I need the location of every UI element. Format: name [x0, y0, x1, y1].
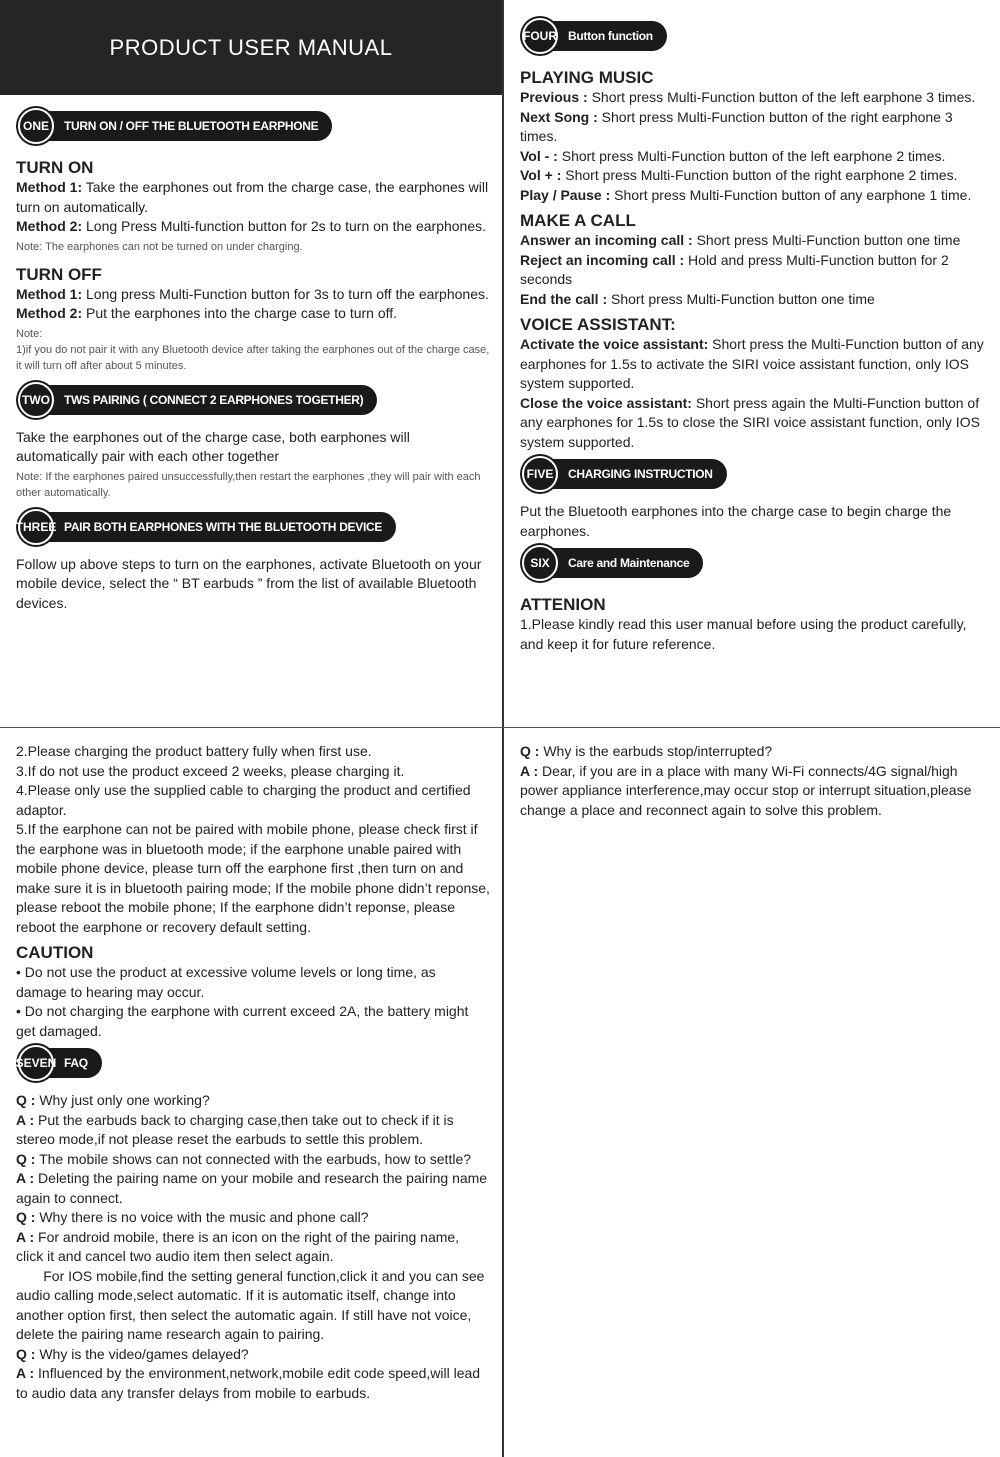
text-line — [16, 1150, 490, 1170]
line-text: For IOS mobile,find the setting general function,click it and you can see audio calling mode,select automatic. If it is automatic itself, change into another option first, then select the automatic again. If still have not voice, delete the pairing name research again to pairing. — [16, 1267, 485, 1342]
line-text: 3.If do not use the product exceed 2 weeks, please charging it. — [16, 762, 405, 779]
text-line — [520, 231, 988, 251]
line-label: Close the voice assistant: — [520, 394, 692, 411]
section-heading: ATTENION — [520, 595, 606, 614]
text-line — [16, 1091, 490, 1111]
line-label: Reject an incoming call : — [520, 251, 685, 268]
line-label: Play / Pause : — [520, 186, 611, 203]
line-label: Method 2: — [16, 305, 83, 321]
text-line — [16, 1345, 490, 1365]
line-text: Take the earphones out from the charge case, the earphones will turn on automatically. — [16, 179, 489, 215]
text-line — [16, 428, 490, 467]
paragraph — [16, 963, 490, 1041]
text-line — [16, 1169, 490, 1208]
text-line — [520, 290, 988, 310]
section-heading: CAUTION — [16, 943, 94, 962]
line-label: Q : — [520, 743, 540, 759]
line-label: Vol + : — [520, 167, 562, 183]
note-text — [16, 326, 490, 374]
section-heading: VOICE ASSISTANT: — [520, 315, 676, 334]
line-text: The mobile shows can not connected with the earbuds, how to settle? — [35, 1150, 472, 1167]
line-text: Influenced by the environment,network,mobile edit code speed,will lead to audio data any transfer delays from mobile to earbuds. — [16, 1365, 481, 1401]
section-label: TURN ON / OFF THE BLUETOOTH EARPHONE — [40, 111, 332, 141]
line-label: A : — [16, 1365, 35, 1381]
line-text: Why just only one working? — [35, 1092, 210, 1108]
line-text: Why is the video/games delayed? — [35, 1345, 249, 1362]
text-line — [520, 186, 988, 206]
section-badge — [15, 509, 396, 545]
line-text: Short press Multi-Function button of the right earphone 3 times. — [520, 108, 953, 144]
text-line — [520, 88, 988, 108]
note-line: Note: — [16, 327, 43, 340]
line-text: Dear, if you are in a place with many Wi-Fi connects/4G signal/high power appliance interference,may occur stop or interrupt situation,please change a place and reconnect again to solve this problem. — [520, 762, 972, 818]
paragraph — [520, 88, 988, 205]
paragraph — [520, 335, 988, 452]
line-text: For android mobile, there is an icon on the right of the pairing name, click it and cancel two audio item then select again. — [16, 1228, 460, 1264]
line-text: Short press Multi-Function button of the left earphone 3 times. — [587, 89, 976, 105]
line-text: Long press Multi-Function button for 3s to turn off the earphones. — [82, 285, 489, 302]
section-label: Button function — [544, 21, 667, 51]
line-label: Q : — [16, 1150, 36, 1167]
line-text: Long Press Multi-function button for 2s to turn on the earphones. — [82, 218, 487, 234]
line-label: Q : — [16, 1092, 36, 1108]
line-label: A : — [16, 1228, 35, 1245]
line-label: A : — [16, 1170, 35, 1186]
text-line — [16, 1364, 490, 1403]
section-heading: MAKE A CALL — [520, 211, 636, 230]
section-heading: TURN ON — [16, 158, 94, 177]
text-line — [16, 555, 490, 614]
section-number-icon: THREE — [18, 509, 54, 545]
text-line — [16, 1208, 490, 1228]
text-line — [520, 335, 988, 394]
section-number-icon: ONE — [18, 108, 54, 144]
line-text: 4.Please only use the supplied cable to charging the product and certified adaptor. — [16, 782, 471, 818]
text-line — [16, 1267, 490, 1345]
section-number-icon: FIVE — [522, 456, 558, 492]
line-text: 5.If the earphone can not be paired with mobile phone, please check first if the earphone was in bluetooth mode; if the earphone unable paired with mobile phone device, please turn off the earphone first ,then turn on and make sure it is in bluetooth pairing mode; If the mobile phone didn’t reponse, please reboot the mobile phone; If the earphone didn’t reponse, please reboot the earphone or recovery default setting. — [16, 821, 490, 935]
text-line — [520, 502, 988, 541]
text-line — [520, 251, 988, 290]
section-label: FAQ — [40, 1048, 102, 1078]
text-line — [16, 178, 490, 217]
manual-title: PRODUCT USER MANUAL — [109, 34, 393, 60]
line-text: Take the earphones out of the charge case, both earphones will automatically pair with each other together — [16, 428, 410, 464]
bottom-left-column — [16, 742, 490, 1403]
text-line — [520, 615, 988, 654]
paragraph — [520, 615, 988, 654]
line-text: Short press again the Multi-Function button of any earphones for 1.5s to close the SIRI voice assistant function, only IOS system supported. — [520, 394, 980, 450]
column-divider — [502, 0, 504, 1457]
row-divider — [0, 727, 1000, 728]
text-line — [520, 762, 988, 821]
paragraph — [520, 742, 988, 820]
bottom-right-column — [520, 742, 988, 820]
paragraph — [520, 231, 988, 309]
text-line — [16, 1111, 490, 1150]
section-label: Care and Maintenance — [544, 548, 703, 578]
top-right-column — [520, 14, 988, 654]
line-label: Activate the voice assistant: — [520, 336, 709, 352]
line-text: Deleting the pairing name on your mobile and research the pairing name again to connect. — [16, 1170, 488, 1206]
note-text — [16, 239, 490, 255]
line-text: Short press Multi-Function button one time — [607, 290, 875, 307]
note-line: 1)if you do not pair it with any Bluetooth device after taking the earphones out of the charge case, it will turn off after about 5 minutes. — [16, 343, 490, 372]
text-line — [16, 742, 490, 762]
section-badge — [522, 456, 727, 492]
line-text: • Do not charging the earphone with current exceed 2A, the battery might get damaged. — [16, 1003, 469, 1039]
paragraph — [16, 178, 490, 237]
line-label: Previous : — [520, 89, 588, 105]
line-text: 1.Please kindly read this user manual before using the product carefully, and keep it for future reference. — [520, 616, 967, 652]
paragraph — [16, 285, 490, 324]
section-badge — [15, 1045, 102, 1081]
line-text: • Do not use the product at excessive volume levels or long time, as damage to hearing may occur. — [16, 964, 436, 1000]
line-label: Method 1: — [16, 285, 83, 302]
text-line — [520, 166, 988, 186]
line-text: Short press Multi-Function button one time — [692, 232, 961, 248]
line-label: Q : — [16, 1345, 36, 1362]
text-line — [16, 781, 490, 820]
section-number-icon: TWO — [18, 382, 54, 418]
line-text: Why there is no voice with the music and phone call? — [35, 1209, 369, 1225]
text-line — [16, 963, 490, 1002]
line-text: Short press the Multi-Function button of any earphones for 1.5s to activate the SIRI voice assistant function, only IOS system supported. — [520, 336, 984, 391]
section-number-icon: SIX — [522, 545, 558, 581]
paragraph — [16, 1091, 490, 1403]
section-heading: PLAYING MUSIC — [520, 68, 654, 87]
line-label: Next Song : — [520, 108, 598, 125]
text-line — [520, 147, 988, 167]
text-line — [16, 304, 490, 324]
line-text: Put the Bluetooth earphones into the charge case to begin charge the earphones. — [520, 503, 952, 539]
section-badge — [522, 545, 703, 581]
text-line — [520, 394, 988, 453]
line-label: Method 1: — [16, 179, 83, 195]
text-line — [520, 742, 988, 762]
section-heading: TURN OFF — [16, 264, 102, 284]
top-left-column — [16, 104, 490, 613]
line-text: Put the earbuds back to charging case,then take out to check if it is stereo mode,if not please reset the earbuds to settle this problem. — [16, 1111, 454, 1147]
note-line: Note: If the earphones paired unsuccessfully,then restart the earphones ,they will pair with each other automatically. — [16, 470, 481, 499]
line-text: Short press Multi-Function button of any earphone 1 time. — [610, 186, 972, 203]
text-line — [16, 820, 490, 937]
section-badge — [522, 18, 667, 54]
paragraph — [16, 555, 490, 614]
line-label: Answer an incoming call : — [520, 232, 693, 248]
section-label: PAIR BOTH EARPHONES WITH THE BLUETOOTH DEVICE — [40, 512, 396, 542]
text-line — [16, 1002, 490, 1041]
section-badge — [18, 382, 377, 418]
text-line — [16, 217, 490, 237]
text-line — [16, 1228, 490, 1267]
line-label: Q : — [16, 1209, 36, 1225]
line-text: Short press Multi-Function button of the left earphone 2 times. — [557, 147, 946, 164]
section-label: TWS PAIRING ( CONNECT 2 EARPHONES TOGETHER) — [40, 385, 377, 415]
line-text: Why is the earbuds stop/interrupted? — [539, 743, 773, 759]
text-line — [16, 762, 490, 782]
text-line — [520, 108, 988, 147]
section-number-icon: SEVEN — [18, 1045, 54, 1081]
paragraph — [520, 502, 988, 541]
note-text — [16, 469, 490, 501]
line-text: Hold and press Multi-Function button for 2 seconds — [520, 251, 949, 287]
line-label: A : — [16, 1111, 35, 1128]
line-label: A : — [520, 762, 539, 779]
manual-title-banner — [0, 0, 502, 95]
line-text: Short press Multi-Function button of the right earphone 2 times. — [561, 167, 958, 183]
line-text: Follow up above steps to turn on the earphones, activate Bluetooth on your mobile device, select the “ BT earbuds ” from the list of available Bluetooth devices. — [16, 555, 482, 611]
line-text: Put the earphones into the charge case to turn off. — [82, 305, 398, 321]
line-label: Vol - : — [520, 147, 558, 164]
paragraph — [16, 742, 490, 937]
section-number-icon: FOUR — [522, 18, 558, 54]
line-label: End the call : — [520, 290, 608, 307]
section-badge — [18, 108, 332, 144]
line-text: 2.Please charging the product battery fully when first use. — [16, 743, 372, 759]
line-label: Method 2: — [16, 218, 83, 234]
paragraph — [16, 428, 490, 467]
text-line — [16, 285, 490, 305]
section-label: CHARGING INSTRUCTION — [544, 459, 727, 489]
note-line: Note: The earphones can not be turned on under charging. — [16, 240, 303, 253]
